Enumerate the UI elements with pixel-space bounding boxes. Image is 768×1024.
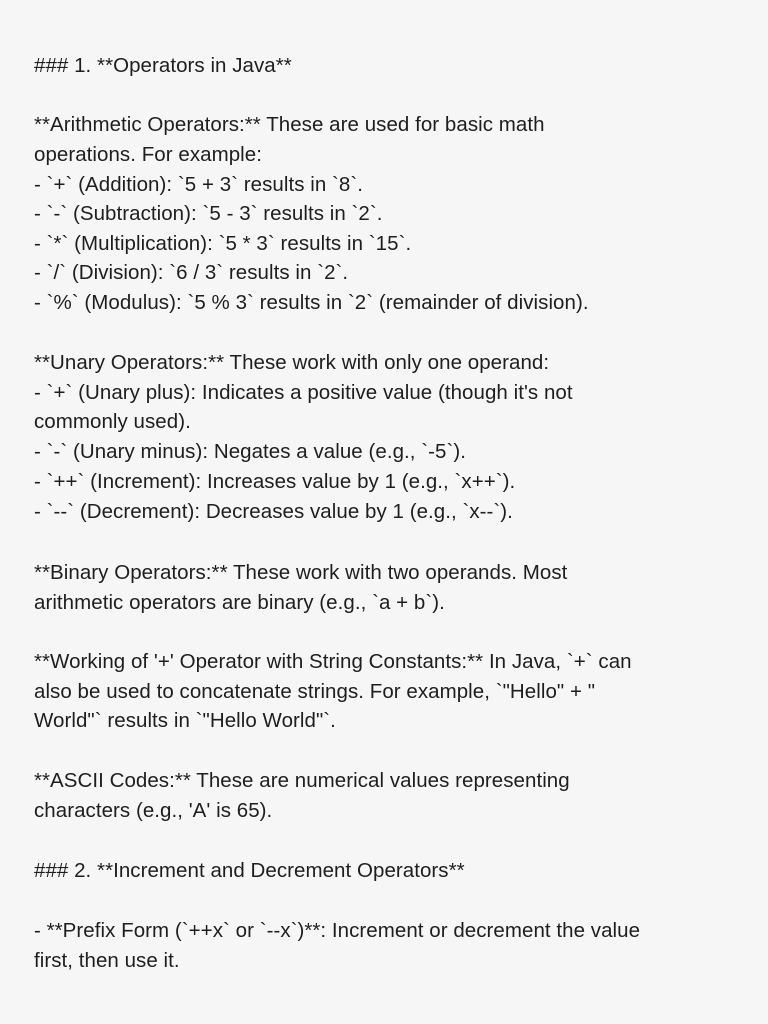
- list-item: - `-` (Unary minus): Negates a value (e.g., `-5`).: [34, 440, 466, 463]
- list-item: - **Prefix Form (`++x` or `--x`)**: Increment or decrement the value: [34, 919, 641, 942]
- list-item: - `-` (Subtraction): `5 - 3` results in `2`.: [34, 202, 383, 225]
- list-item: - `%` (Modulus): `5 % 3` results in `2` (remainder of division).: [34, 291, 589, 314]
- list-item: - `--` (Decrement): Decreases value by 1 (e.g., `x--`).: [34, 500, 513, 523]
- list-item: - `*` (Multiplication): `5 * 3` results in `15`.: [34, 232, 412, 255]
- text-line: **Unary Operators:** These work with only one operand:: [34, 351, 550, 374]
- text-line: **Working of '+' Operator with String Constants:** In Java, `+` can: [34, 650, 632, 673]
- text-line: characters (e.g., 'A' is 65).: [34, 799, 273, 822]
- list-item: - `++` (Increment): Increases value by 1 (e.g., `x++`).: [34, 470, 516, 493]
- text-line: also be used to concatenate strings. For example, `"Hello" + ": [34, 680, 596, 703]
- list-item: - `/` (Division): `6 / 3` results in `2`.: [34, 261, 349, 284]
- heading-operators-in-java: ### 1. **Operators in Java**: [34, 54, 292, 77]
- list-item: - `+` (Unary plus): Indicates a positive value (though it's not: [34, 381, 573, 404]
- text-line: **Binary Operators:** These work with two operands. Most: [34, 561, 568, 584]
- text-line: World"` results in `"Hello World"`.: [34, 709, 336, 732]
- heading-increment-decrement: ### 2. **Increment and Decrement Operators**: [34, 859, 465, 882]
- list-item: - `+` (Addition): `5 + 3` results in `8`.: [34, 173, 364, 196]
- text-line: commonly used).: [34, 410, 191, 433]
- text-line: operations. For example:: [34, 143, 262, 166]
- text-line: **Arithmetic Operators:** These are used for basic math: [34, 113, 545, 136]
- text-line: arithmetic operators are binary (e.g., `a + b`).: [34, 591, 445, 614]
- text-line: **ASCII Codes:** These are numerical values representing: [34, 769, 570, 792]
- text-line: first, then use it.: [34, 949, 180, 972]
